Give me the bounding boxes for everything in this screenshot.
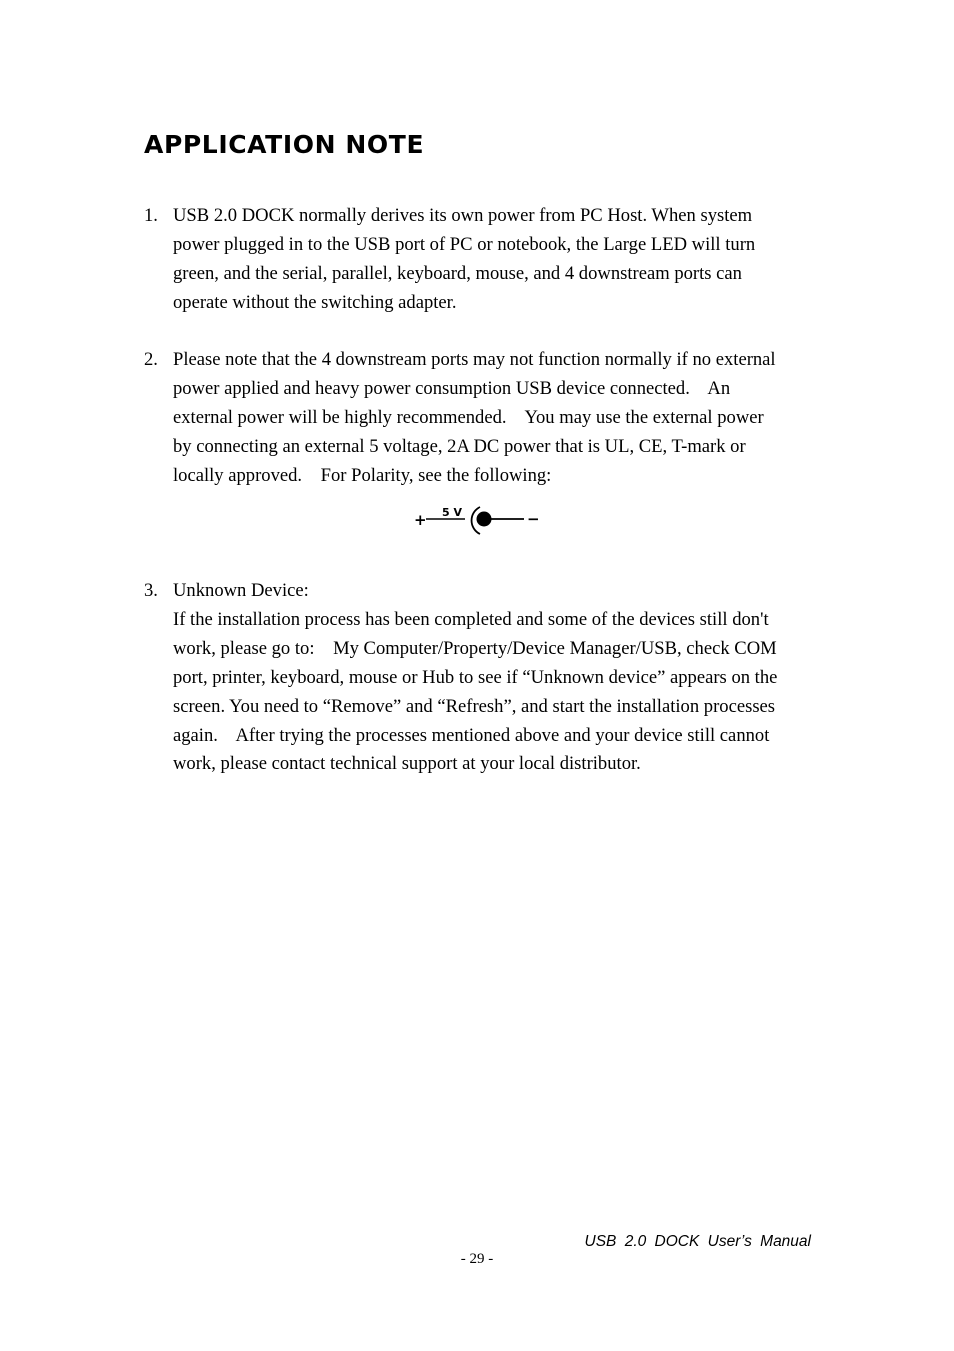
- list-item: [144, 577, 804, 779]
- list-item: [144, 202, 804, 318]
- item-text-line: external power will be highly recommended. You may use the external power: [173, 406, 764, 428]
- item-text-line: USB 2.0 DOCK normally derives its own power from PC Host. When system: [173, 205, 753, 226]
- manual-title-footer: USB 2.0 DOCK User’s Manual: [584, 1233, 811, 1250]
- item-number: 3.: [144, 580, 158, 601]
- polarity-diagram: [414, 503, 544, 541]
- item-text-line: If the installation process has been completed and some of the devices still don't: [173, 608, 769, 630]
- item-text-line: work, please go to: My Computer/Property/Device Manager/USB, check COM: [173, 637, 777, 659]
- item-text-line: again. After trying the processes mentioned above and your device still cannot: [173, 724, 770, 746]
- item-number: 1.: [144, 205, 158, 226]
- polarity-voltage-label: 5 V: [442, 506, 462, 519]
- item-text-line: locally approved. For Polarity, see the following:: [173, 464, 552, 486]
- center-pin-dot: [477, 512, 492, 527]
- page-number: - 29 -: [460, 1251, 494, 1267]
- item-text-line: by connecting an external 5 voltage, 2A DC power that is UL, CE, T-mark or: [173, 435, 746, 457]
- item-text-line: work, please contact technical support at your local distributor.: [173, 753, 641, 775]
- page-heading: APPLICATION NOTE: [144, 130, 425, 159]
- polarity-symbol-icon: [414, 503, 544, 541]
- item-text-line: screen. You need to “Remove” and “Refresh”, and start the installation processes: [173, 695, 776, 717]
- item-text-line: operate without the switching adapter.: [173, 291, 457, 313]
- item-text-line: power plugged in to the USB port of PC or notebook, the Large LED will turn: [173, 233, 756, 255]
- list-item: [144, 346, 804, 491]
- item-text-line: green, and the serial, parallel, keyboard, mouse, and 4 downstream ports can: [173, 262, 742, 284]
- polarity-minus-sign: −: [527, 510, 540, 528]
- item-number: 2.: [144, 349, 158, 370]
- item-text-line: port, printer, keyboard, mouse or Hub to see if “Unknown device” appears on the: [173, 666, 778, 688]
- item-text-line: Please note that the 4 downstream ports may not function normally if no external: [173, 349, 776, 370]
- item-text-line: Unknown Device:: [173, 580, 309, 601]
- polarity-plus-sign: +: [414, 511, 427, 529]
- item-text-line: power applied and heavy power consumption USB device connected. An: [173, 377, 731, 399]
